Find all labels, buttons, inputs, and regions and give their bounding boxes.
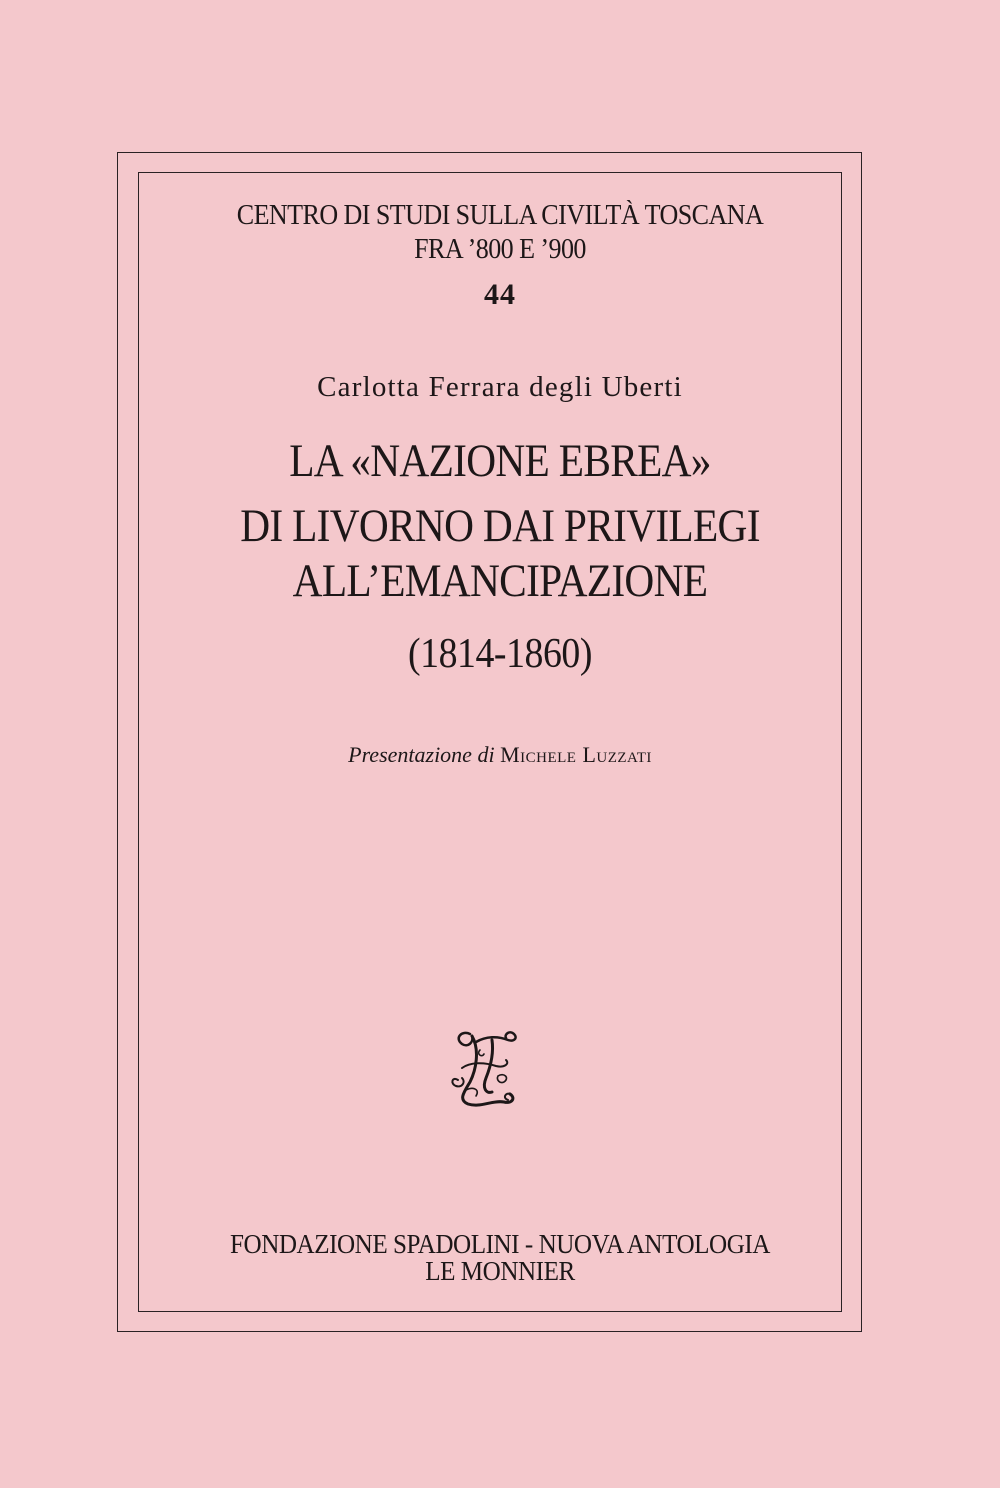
book-title-dates: (1814-1860) <box>407 631 593 677</box>
presenter-name: Michele Luzzati <box>500 742 652 767</box>
series-name: CENTRO DI STUDI SULLA CIVILTÀ TOSCANA <box>236 200 764 231</box>
author-name: Carlotta Ferrara degli Uberti <box>317 371 683 403</box>
book-title-line-3: ALL’EMANCIPAZIONE <box>292 555 708 607</box>
publisher-name: FONDAZIONE SPADOLINI - NUOVA ANTOLOGIA <box>230 1229 770 1259</box>
presentation-lead: Presentazione di <box>348 742 495 767</box>
series-number: 44 <box>484 278 516 311</box>
series-period: FRA ’800 E ’900 <box>414 234 586 265</box>
publisher-imprint: LE MONNIER <box>425 1256 575 1286</box>
presentation-credit <box>0 742 1000 768</box>
monogram-emblem-icon <box>440 1020 532 1112</box>
book-title-line-2: DI LIVORNO DAI PRIVILEGI <box>240 500 760 552</box>
book-title-line-1: LA «NAZIONE EBREA» <box>289 435 711 487</box>
